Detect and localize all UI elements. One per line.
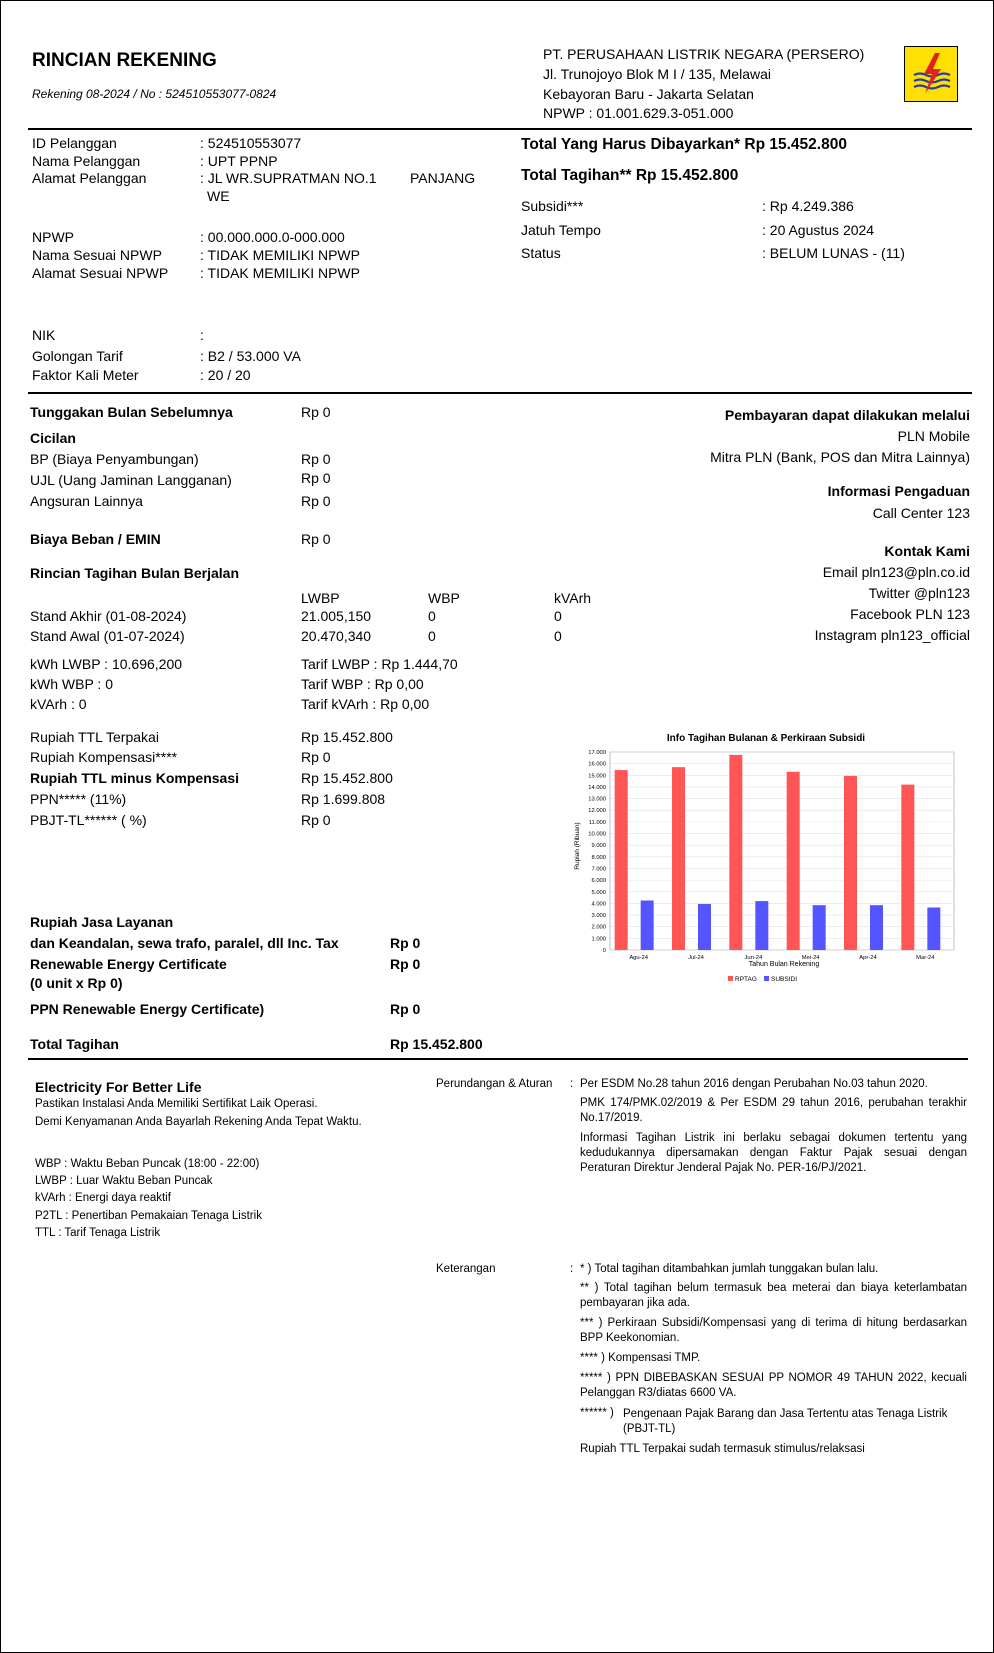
customer-name-value: : UPT PPNP <box>200 153 278 169</box>
billing-chart-svg <box>558 728 958 988</box>
installment-heading: Cicilan <box>30 430 76 446</box>
contact-facebook: Facebook PLN 123 <box>850 606 970 622</box>
service-fee-value: Rp 0 <box>390 935 421 951</box>
note-6-marker: ****** ) <box>580 1407 614 1419</box>
stand-akhir-label: Stand Akhir (01-08-2024) <box>30 608 187 624</box>
nik-label: NIK <box>32 327 56 343</box>
ujl-label: UJL (Uang Jaminan Langganan) <box>30 472 232 488</box>
chart-xtick-label: Mar-24 <box>916 955 935 961</box>
ppn-rec-value: Rp 0 <box>390 1001 421 1017</box>
npwp-name-value: : TIDAK MEMILIKI NPWP <box>200 247 360 263</box>
company-address-2: Kebayoran Baru - Jakarta Selatan <box>543 86 754 102</box>
chart-ytick-label: 13.000 <box>588 796 606 803</box>
glossary-kvarh: kVArh : Energi daya reaktif <box>35 1192 171 1204</box>
contact-twitter: Twitter @pln123 <box>868 585 970 601</box>
chart-xtick-label: Jul-24 <box>688 955 704 961</box>
bp-value: Rp 0 <box>301 451 331 467</box>
regulation-2: PMK 174/PMK.02/2019 & Per ESDM 29 tahun 2016, perubahan terakhir No.17/2019. <box>580 1097 967 1124</box>
customer-address-value-c: WE <box>207 188 230 204</box>
chart-bar-rptag <box>844 776 857 950</box>
chart-ytick-label: 2.000 <box>591 924 606 931</box>
kwh-wbp: kWh WBP : 0 <box>30 676 113 692</box>
ppn-value: Rp 1.699.808 <box>301 791 386 807</box>
stand-awal-lwbp: 20.470,340 <box>301 628 372 644</box>
col-wbp: WBP <box>428 590 460 606</box>
legend-subsidi: SUBSIDI <box>771 976 798 983</box>
regulation-1: Per ESDM No.28 tahun 2016 dengan Perubahan No.03 tahun 2020. <box>580 1078 928 1090</box>
chart-bar-subsidi <box>755 901 768 950</box>
arrears-label: Tunggakan Bulan Sebelumnya <box>30 404 233 420</box>
chart-ytick-label: 12.000 <box>588 808 606 815</box>
other-installment-value: Rp 0 <box>301 493 331 509</box>
payment-pln-mobile: PLN Mobile <box>897 428 970 444</box>
meter-factor-label: Faktor Kali Meter <box>32 367 139 383</box>
pbjt-label: PBJT-TL****** ( %) <box>30 812 147 828</box>
due-date-value: : 20 Agustus 2024 <box>762 222 875 238</box>
chart-ytick-label: 9.000 <box>591 843 606 850</box>
glossary-wbp: WBP : Waktu Beban Puncak (18:00 - 22:00) <box>35 1158 260 1170</box>
chart-ytick-label: 16.000 <box>588 761 606 768</box>
total-bill-label: Total Tagihan <box>30 1036 119 1052</box>
chart-ytick-label: 8.000 <box>591 854 606 861</box>
note-2: ** ) Total tagihan belum termasuk bea meterai dan biaya keterlambatan pembayaran jika ada. <box>580 1282 967 1309</box>
arrears-value: Rp 0 <box>301 404 331 420</box>
glossary-p2tl: P2TL : Penertiban Pemakaian Tenaga Listrik <box>35 1210 262 1222</box>
chart-bar-rptag <box>901 785 914 950</box>
legend-rptag: RPTAG <box>735 976 757 983</box>
total-bill-value: Rp 15.452.800 <box>390 1036 483 1052</box>
chart-ytick-label: 6.000 <box>591 878 606 885</box>
total-bill: Total Tagihan** Rp 15.452.800 <box>521 167 739 184</box>
divider-header <box>28 128 972 130</box>
load-fee-value: Rp 0 <box>301 531 331 547</box>
customer-id-label: ID Pelanggan <box>32 135 117 151</box>
company-npwp: NPWP : 01.001.629.3-051.000 <box>543 105 734 121</box>
stand-awal-label: Stand Awal (01-07-2024) <box>30 628 185 644</box>
tarif-lwbp: Tarif LWBP : Rp 1.444,70 <box>301 656 458 672</box>
npwp-label: NPWP <box>32 229 74 245</box>
col-kvarh: kVArh <box>554 590 592 606</box>
rec-label-2: (0 unit x Rp 0) <box>30 975 123 991</box>
service-fee-label-2: dan Keandalan, sewa trafo, paralel, dll Inc. Tax <box>30 935 339 951</box>
note-6: Pengenaan Pajak Barang dan Jasa Tertentu atas Tenaga Listrik (PBJT-TL) <box>623 1408 948 1435</box>
current-bill-heading: Rincian Tagihan Bulan Berjalan <box>30 565 240 581</box>
stand-awal-kvarh: 0 <box>554 628 562 644</box>
tarif-wbp: Tarif WBP : Rp 0,00 <box>301 676 424 692</box>
legend-swatch-rptag <box>728 976 733 981</box>
chart-bar-subsidi <box>813 905 826 950</box>
billing-chart <box>558 728 958 988</box>
chart-xtick-label: Apr-24 <box>859 955 877 961</box>
stand-awal-wbp: 0 <box>428 628 436 644</box>
contact-heading: Kontak Kami <box>884 543 970 559</box>
npwp-value: : 00.000.000.0-000.000 <box>200 229 345 245</box>
rec-label-1: Renewable Energy Certificate <box>30 956 227 972</box>
chart-bar-subsidi <box>870 905 883 950</box>
ppn-label: PPN***** (11%) <box>30 791 127 807</box>
footer-line-2: Demi Kenyamanan Anda Bayarlah Rekening Anda Tepat Waktu. <box>35 1116 362 1128</box>
chart-ytick-label: 17.000 <box>588 750 606 756</box>
company-name: PT. PERUSAHAAN LISTRIK NEGARA (PERSERO) <box>543 46 865 62</box>
chart-ytick-label: 14.000 <box>588 784 606 791</box>
chart-bar-rptag <box>729 755 742 950</box>
stand-akhir-kvarh: 0 <box>554 608 562 624</box>
chart-xtick-label: Mei-24 <box>801 955 820 961</box>
chart-bar-rptag <box>672 767 685 950</box>
ppn-rec-label: PPN Renewable Energy Certificate) <box>30 1001 265 1017</box>
call-center: Call Center 123 <box>872 505 970 521</box>
chart-ylabel: Rupiah (Ribuan) <box>574 822 581 870</box>
subsidy-value: : Rp 4.249.386 <box>762 198 854 214</box>
chart-ytick-label: 0 <box>602 948 606 954</box>
divider-customer <box>28 392 972 394</box>
ttl-minus-value: Rp 15.452.800 <box>301 770 393 786</box>
page-title: RINCIAN REKENING <box>32 50 217 71</box>
chart-ytick-label: 11.000 <box>588 819 606 826</box>
note-3: *** ) Perkiraan Subsidi/Kompensasi yang di terima di hitung berdasarkan BPP Keekonomian. <box>580 1317 967 1344</box>
pln-logo <box>904 46 958 102</box>
kwh-lwbp: kWh LWBP : 10.696,200 <box>30 656 183 672</box>
chart-ytick-label: 10.000 <box>588 831 606 838</box>
npwp-address-label: Alamat Sesuai NPWP <box>32 265 169 281</box>
chart-xtick-label: Jun-24 <box>744 955 763 961</box>
divider-footer <box>28 1058 968 1060</box>
ujl-value: Rp 0 <box>301 470 331 486</box>
ttl-minus-label: Rupiah TTL minus Kompensasi <box>30 770 239 786</box>
customer-address-value: : JL WR.SUPRATMAN NO.1 <box>200 170 377 186</box>
note-5: ***** ) PPN DIBEBASKAN SESUAI PP NOMOR 49 TAHUN 2022, kecuali Pelanggan R3/diatas 6600 VA. <box>580 1372 967 1399</box>
ttl-value: Rp 15.452.800 <box>301 729 393 745</box>
stand-akhir-wbp: 0 <box>428 608 436 624</box>
chart-ytick-label: 7.000 <box>591 866 606 873</box>
chart-xtick-label: Agu-24 <box>629 955 649 961</box>
slogan: Electricity For Better Life <box>35 1079 202 1095</box>
subsidy-label: Subsidi*** <box>521 198 584 214</box>
contact-instagram: Instagram pln123_official <box>814 627 970 643</box>
bill-number: Rekening 08-2024 / No : 524510553077-0824 <box>32 87 277 101</box>
glossary-lwbp: LWBP : Luar Waktu Beban Puncak <box>35 1175 213 1187</box>
tariff-class-value: : B2 / 53.000 VA <box>200 348 301 364</box>
payment-mitra: Mitra PLN (Bank, POS dan Mitra Lainnya) <box>710 449 970 465</box>
nik-value: : <box>200 327 204 343</box>
status-label: Status <box>521 245 561 261</box>
load-fee-label: Biaya Beban / EMIN <box>30 531 161 547</box>
chart-ytick-label: 15.000 <box>588 773 606 780</box>
tariff-class-label: Golongan Tarif <box>32 348 123 364</box>
notes-label: Keterangan <box>436 1263 496 1275</box>
note-4: **** ) Kompensasi TMP. <box>580 1352 701 1364</box>
col-lwbp: LWBP <box>301 590 340 606</box>
regulation-colon: : <box>570 1078 574 1090</box>
chart-bar-subsidi <box>698 904 711 950</box>
note-7: Rupiah TTL Terpakai sudah termasuk stimulus/relaksasi <box>580 1443 865 1455</box>
due-date-label: Jatuh Tempo <box>521 222 601 238</box>
npwp-name-label: Nama Sesuai NPWP <box>32 247 162 263</box>
tarif-kvarh: Tarif kVArh : Rp 0,00 <box>301 696 430 712</box>
contact-email: Email pln123@pln.co.id <box>822 564 970 580</box>
stand-akhir-lwbp: 21.005,150 <box>301 608 372 624</box>
chart-ytick-label: 5.000 <box>591 889 606 896</box>
bp-label: BP (Biaya Penyambungan) <box>30 451 199 467</box>
status-value: : BELUM LUNAS - (11) <box>762 245 905 261</box>
chart-ytick-label: 3.000 <box>591 913 606 920</box>
chart-xlabel: Tahun Bulan Rekening <box>748 961 820 968</box>
regulation-label: Perundangan & Aturan <box>436 1078 553 1090</box>
customer-address-label: Alamat Pelanggan <box>32 170 147 186</box>
customer-address-value-b: PANJANG <box>410 170 476 186</box>
rec-value: Rp 0 <box>390 956 421 972</box>
chart-bar-rptag <box>615 770 628 950</box>
note-1: * ) Total tagihan ditambahkan jumlah tunggakan bulan lalu. <box>580 1263 879 1275</box>
legend-swatch-subsidi <box>764 976 769 981</box>
chart-bar-rptag <box>787 772 800 950</box>
complaint-heading: Informasi Pengaduan <box>827 483 970 499</box>
compensation-value: Rp 0 <box>301 749 331 765</box>
other-installment-label: Angsuran Lainnya <box>30 493 143 509</box>
footer-line-1: Pastikan Instalasi Anda Memiliki Sertifikat Laik Operasi. <box>35 1098 318 1110</box>
meter-factor-value: : 20 / 20 <box>200 367 251 383</box>
chart-ytick-label: 1.000 <box>591 936 606 943</box>
company-address-1: Jl. Trunojoyo Blok M I / 135, Melawai <box>543 66 771 82</box>
pln-lightning-logo-icon <box>905 47 956 100</box>
notes-colon: : <box>570 1263 574 1275</box>
chart-ytick-label: 4.000 <box>591 901 606 908</box>
npwp-address-value: : TIDAK MEMILIKI NPWP <box>200 265 360 281</box>
kvarh: kVArh : 0 <box>30 696 87 712</box>
compensation-label: Rupiah Kompensasi**** <box>30 749 178 765</box>
customer-name-label: Nama Pelanggan <box>32 153 141 169</box>
total-due: Total Yang Harus Dibayarkan* Rp 15.452.800 <box>521 136 847 153</box>
customer-id-value: : 524510553077 <box>200 135 302 151</box>
glossary-ttl: TTL : Tarif Tenaga Listrik <box>35 1227 161 1239</box>
chart-bar-subsidi <box>927 907 940 950</box>
service-fee-label-1: Rupiah Jasa Layanan <box>30 914 174 930</box>
pbjt-value: Rp 0 <box>301 812 331 828</box>
ttl-label: Rupiah TTL Terpakai <box>30 729 159 745</box>
chart-bar-subsidi <box>641 901 654 951</box>
regulation-3: Informasi Tagihan Listrik ini berlaku sebagai dokumen tertentu yang kedudukannya dipersamakan dengan Faktur Pajak sesuai dengan Peraturan Direktur Jenderal Pajak No. PER-16/PJ/2021. <box>580 1132 967 1174</box>
chart-title: Info Tagihan Bulanan & Perkiraan Subsidi <box>666 733 866 744</box>
payment-heading: Pembayaran dapat dilakukan melalui <box>724 407 970 423</box>
